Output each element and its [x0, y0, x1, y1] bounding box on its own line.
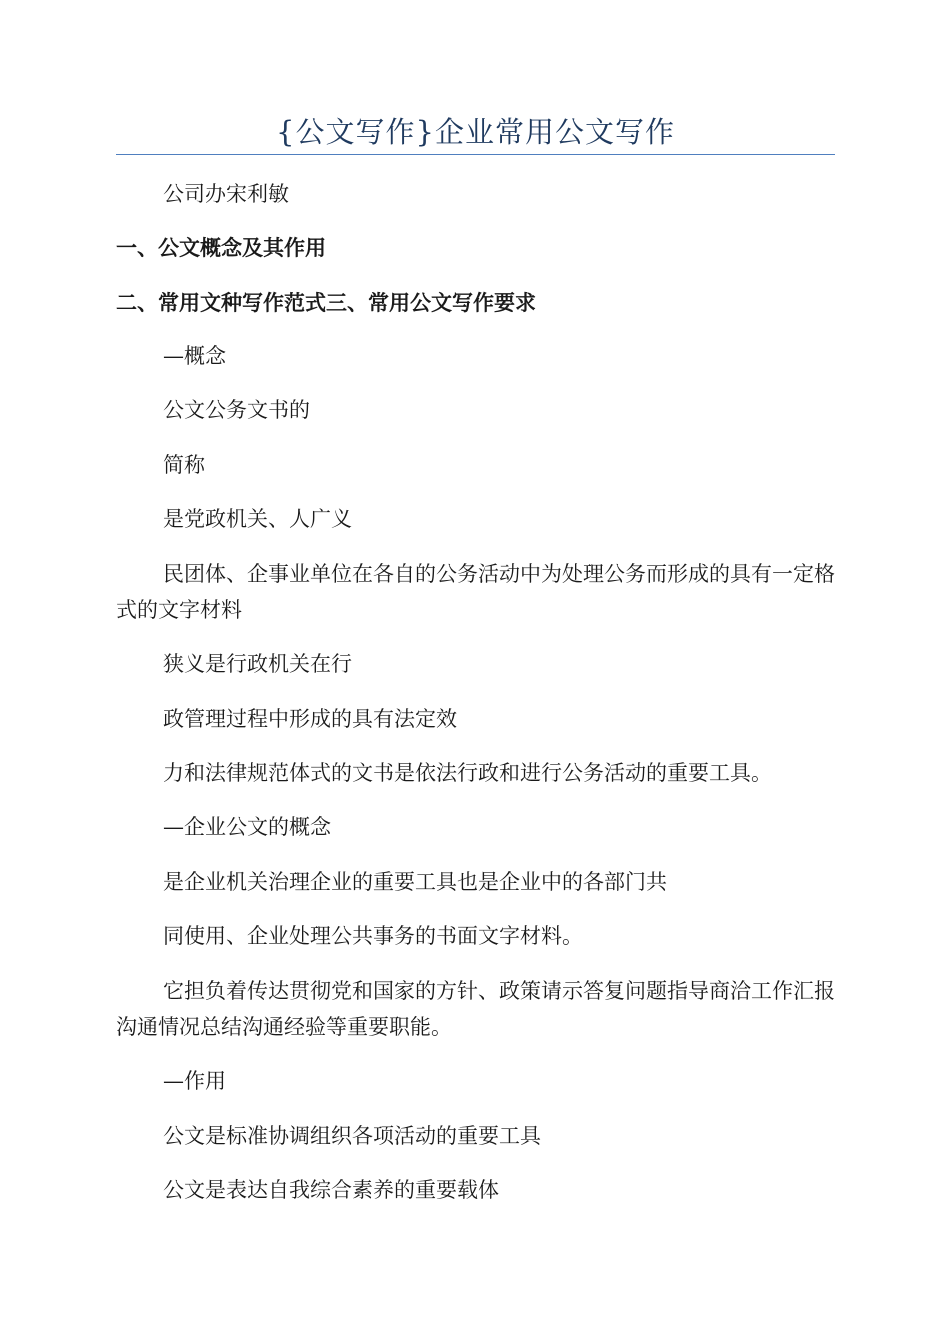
paragraph: 政管理过程中形成的具有法定效 — [163, 707, 457, 731]
paragraph: 同使用、企业处理公共事务的书面文字材料。 — [163, 924, 583, 948]
paragraph-author: 公司办宋利敏 — [163, 182, 289, 206]
heading-section-2: 二、常用文种写作范式三、常用公文写作要求 — [116, 290, 536, 315]
paragraph-enterprise-concept-heading: —企业公文的概念 — [163, 815, 331, 839]
paragraph-function-heading: —作用 — [163, 1069, 226, 1093]
paragraph: 公文公务文书的 — [163, 398, 310, 422]
title-underline — [116, 154, 835, 155]
paragraph: 它担负着传达贯彻党和国家的方针、政策请示答复问题指导商洽工作汇报沟通情况总结沟通经验等重要职能。 — [116, 979, 835, 1039]
paragraph: 民团体、企事业单位在各自的公务活动中为处理公务而形成的具有一定格式的文字材料 — [116, 562, 835, 622]
paragraph: 公文是标准协调组织各项活动的重要工具 — [163, 1124, 541, 1148]
paragraph: 公文是表达自我综合素养的重要载体 — [163, 1178, 499, 1202]
document-title: {公文写作}企业常用公文写作 — [276, 115, 675, 149]
paragraph-concept-heading: —概念 — [163, 344, 226, 368]
paragraph: 是党政机关、人广义 — [163, 507, 352, 531]
paragraph: 力和法律规范体式的文书是依法行政和进行公务活动的重要工具。 — [163, 761, 772, 785]
paragraph: 简称 — [163, 453, 205, 477]
heading-section-1: 一、公文概念及其作用 — [116, 235, 326, 260]
paragraph: 狭义是行政机关在行 — [163, 652, 352, 676]
paragraph: 是企业机关治理企业的重要工具也是企业中的各部门共 — [163, 870, 667, 894]
